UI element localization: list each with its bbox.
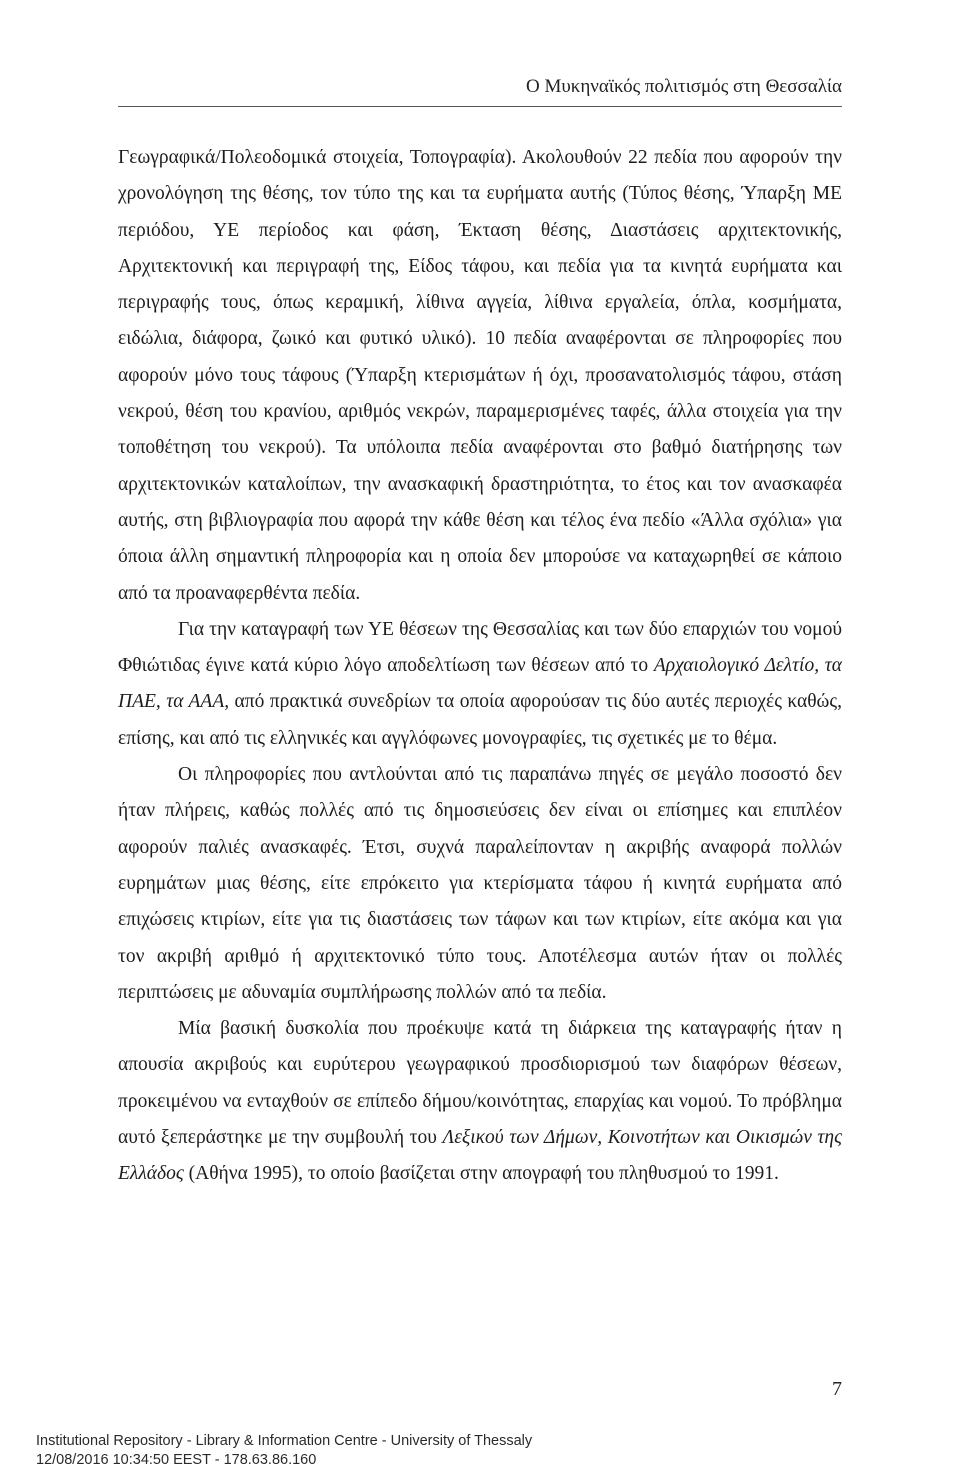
paragraph-2-text-a: Για την καταγραφή των ΥΕ θέσεων της Θεσσαλίας και των δύο επαρχιών του νομού Φθιώτιδας έγινε κατά κύριο λόγο αποδελτίωση των θέσεων από το [118,618,842,677]
footer-repository-line: Institutional Repository - Library & Information Centre - University of Thessaly [36,1433,533,1449]
footer-timestamp-line: 12/08/2016 10:34:50 EEST - 178.63.86.160 [36,1452,317,1468]
paragraph-1-text: Γεωγραφικά/Πολεοδομικά στοιχεία, Τοπογραφία). Ακολουθούν 22 πεδία που αφορούν την χρονολόγηση της θέσης, τον τύπο της και τα ευρήματα αυτής (Τύπος θέσης, Ύπαρξη ΜΕ περιόδου, ΥΕ περίοδος και φάση, Έκταση θέσης, Διαστάσεις αρχιτεκτονικής, Αρχιτεκτονική και περιγραφή της, Είδος τάφου, και πεδία για τα κινητά ευρήματα και περιγραφής τους, όπως κεραμική, λίθινα αγγεία, λίθινα εργαλεία, όπλα, κοσμήματα, ειδώλια, διάφορα, ζωικό και φυτικό υλικό). 10 πεδία αναφέρονται σε πληροφορίες που αφορούν μόνο τους τάφους (Ύπαρξη κτερισμάτων ή όχι, προσανατολισμός τάφου, στάση νεκρού, θέση του κρανίου, αριθμός νεκρών, παραμερισμένες ταφές, άλλα στοιχεία για την τοποθέτηση του νεκρού). Τα υπόλοιπα πεδία αναφέρονται στο βαθμό διατήρησης των αρχιτεκτονικών καταλοίπων, την ανασκαφική δραστηριότητα, το έτος και τον ανασκαφέα αυτής, στη βιβλιογραφία που αφορά την κάθε θέση και τέλος ένα πεδίο «Άλλα σχόλια» για όποια άλλη σημαντική πληροφορία και η οποία δεν μπορούσε να καταχωρηθεί σε κάποιο από τα προαναφερθέντα πεδία. [118,147,842,604]
repository-footer [36,1432,532,1470]
paragraph-3 [118,757,842,1011]
paragraph-4-italic-lexicon: Λεξικού των Δήμων, Κοινοτήτων και Οικισμών της Ελλάδος [118,1127,842,1185]
paragraph-2 [118,612,842,757]
body-text [118,140,842,1193]
paragraph-4 [118,1011,842,1192]
running-header: Ο Μυκηναϊκός πολιτισμός στη Θεσσαλία [526,76,842,97]
paragraph-2-text-b: από πρακτικά συνεδρίων τα οποία αφορούσαν τις δύο αυτές περιοχές καθώς, επίσης, και από τις ελληνικές και αγγλόφωνες μονογραφίες, τις σχετικές με το θέμα. [118,691,842,749]
paragraph-1 [118,140,842,612]
paragraph-3-text: Οι πληροφορίες που αντλούνται από τις παραπάνω πηγές σε μεγάλο ποσοστό δεν ήταν πλήρεις, καθώς πολλές από τις δημοσιεύσεις δεν είναι οι επίσημες και επιπλέον αφορούν παλιές ανασκαφές. Έτσι, συχνά παραλείπονταν η ακριβής αναφορά πολλών ευρημάτων μιας θέσης, είτε επρόκειτο για κτερίσματα τάφου ή κινητά ευρήματα από επιχώσεις κτιρίων, είτε για τις διαστάσεις των τάφων και των κτιρίων, είτε ακόμα και για τον ακριβή αριθμό ή αρχιτεκτονικό τύπο τους. Αποτέλεσμα αυτών ήταν οι πολλές περιπτώσεις με αδυναμία συμπλήρωσης πολλών από τα πεδία. [118,764,842,1003]
page-number: 7 [832,1378,842,1400]
paragraph-4-text-b: (Αθήνα 1995), το οποίο βασίζεται στην απογραφή του πληθυσμού το 1991. [183,1163,779,1185]
paragraph-4-text-a: Μία βασική δυσκολία που προέκυψε κατά τη διάρκεια της καταγραφής ήταν η απουσία ακριβούς και ευρύτερου γεωγραφικού προσδιορισμού των διαφόρων θέσεων, προκειμένου να ενταχθούν σε επίπεδο δήμου/κοινότητας, επαρχίας και νομού. Το πρόβλημα αυτό ξεπεράστηκε με την συμβουλή του [118,1018,842,1149]
paragraph-2-italic-sources: Αρχαιολογικό Δελτίο, τα ΠΑΕ, τα ΑΑΑ, [118,655,843,713]
header-rule [118,106,842,107]
